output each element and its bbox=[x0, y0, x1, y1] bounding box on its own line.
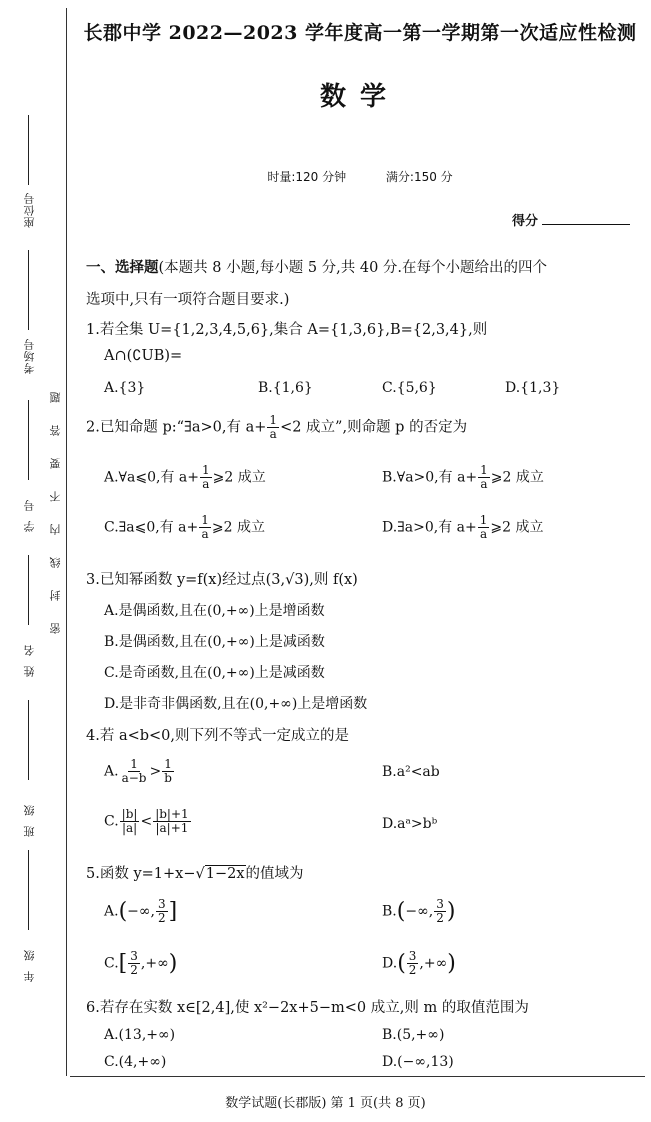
q6-option-a: A.(13,+∞) bbox=[104, 1027, 176, 1043]
name-line bbox=[28, 555, 29, 625]
q5a-lbracket: ( bbox=[118, 899, 128, 924]
q4c-label: C. bbox=[104, 813, 119, 830]
q5b-mid: −∞, bbox=[405, 903, 434, 920]
q2d-fraction bbox=[478, 514, 490, 541]
q2-fraction bbox=[267, 414, 279, 441]
frac-num: 1 bbox=[269, 413, 278, 427]
q2b-tail: ⩾2 成立 bbox=[490, 469, 544, 486]
q2c-tail: ⩾2 成立 bbox=[211, 519, 265, 536]
frac-num: 1 bbox=[164, 757, 172, 771]
q4-stem: 4.若 a<b<0,则下列不等式一定成立的是 bbox=[86, 728, 350, 744]
q2b-text: B.∀a>0,有 a+ bbox=[382, 469, 478, 486]
frac-den: a bbox=[202, 477, 210, 491]
name-label: 姓名 bbox=[23, 635, 36, 677]
q5d-frac bbox=[407, 950, 419, 977]
binding-rule bbox=[66, 8, 67, 1076]
q2-option-b bbox=[382, 464, 544, 491]
q5-stem-a: 5.函数 y=1+x− bbox=[86, 866, 196, 882]
q2-stem-a: 2.已知命题 p:“∃a>0,有 a+ bbox=[86, 419, 267, 436]
frac-den: |a| bbox=[121, 821, 138, 835]
q5-option-c bbox=[104, 950, 177, 977]
q4a-frac1 bbox=[120, 758, 149, 785]
q2a-text: A.∀a⩽0,有 a+ bbox=[104, 469, 199, 486]
student-number-label: 学号 bbox=[23, 490, 36, 532]
q4-option-a bbox=[104, 758, 175, 785]
exam-meta bbox=[80, 168, 640, 185]
score-blank[interactable] bbox=[542, 212, 630, 225]
grade-label: 年级 bbox=[23, 940, 36, 982]
q5b-rbracket: ) bbox=[446, 899, 456, 924]
frac-den: a bbox=[479, 527, 488, 541]
q5-stem: 5.函数 y=1+x−√1−2x的值域为 bbox=[86, 866, 304, 882]
frac-den: a bbox=[269, 427, 277, 441]
q2-option-a bbox=[104, 464, 266, 491]
section-heading bbox=[86, 256, 547, 277]
q3-option-d: D.是非奇非偶函数,且在(0,+∞)上是增函数 bbox=[104, 696, 368, 712]
frac-num: 3 bbox=[130, 949, 138, 963]
q1-option-a: A.{3} bbox=[104, 380, 146, 396]
q2c-fraction bbox=[199, 514, 211, 541]
section-intro: (本题共 8 小题,每小题 5 分,共 40 分.在每个小题给出的四个 bbox=[158, 260, 548, 276]
frac-den: b bbox=[164, 771, 172, 785]
frac-num: |b| bbox=[121, 807, 138, 821]
q2a-tail: ⩾2 成立 bbox=[212, 469, 266, 486]
q5-option-d bbox=[382, 950, 456, 977]
frac-num: 1 bbox=[201, 463, 210, 477]
q1-stem: 1.若全集 U={1,2,3,4,5,6},集合 A={1,3,6},B={2,3,4},则 bbox=[86, 322, 488, 338]
q4-option-c bbox=[104, 808, 192, 835]
q2c-text: C.∃a⩽0,有 a+ bbox=[104, 519, 199, 536]
q5b-frac bbox=[434, 898, 446, 925]
class-line bbox=[28, 700, 29, 780]
section-title: 一、选择题 bbox=[86, 260, 159, 276]
class-label: 班级 bbox=[23, 795, 36, 837]
q2-option-c bbox=[104, 514, 265, 541]
binding-margin bbox=[0, 0, 70, 1080]
q5a-rbracket: ] bbox=[168, 899, 178, 924]
q5a-frac bbox=[156, 898, 168, 925]
q2d-text: D.∃a>0,有 a+ bbox=[382, 519, 477, 536]
q5c-rbracket: ) bbox=[168, 951, 178, 976]
full-score: 满分:150 分 bbox=[385, 170, 453, 184]
q3-option-c: C.是奇函数,且在(0,+∞)上是减函数 bbox=[104, 665, 325, 681]
q5c-frac bbox=[128, 950, 140, 977]
frac-num: 3 bbox=[158, 897, 166, 911]
exam-title: 长郡中学 2022—2023 学年度高一第一学期第一次适应性检测 bbox=[83, 22, 637, 44]
q6-option-c: C.(4,+∞) bbox=[104, 1054, 167, 1070]
page-footer: 数学试题(长郡版) 第 1 页(共 8 页) bbox=[225, 1096, 426, 1111]
time-limit: 时量:120 分钟 bbox=[267, 170, 347, 184]
q1-stem-2: A∩(∁UB)= bbox=[104, 348, 183, 364]
q1-option-c: C.{5,6} bbox=[382, 380, 437, 396]
q4a-label: A. bbox=[104, 763, 119, 780]
seat-number-line bbox=[28, 115, 29, 185]
frac-den: a bbox=[480, 477, 488, 491]
q5b-lbracket: ( bbox=[396, 899, 406, 924]
q5-option-b bbox=[382, 898, 455, 925]
q5a-label: A. bbox=[104, 903, 119, 920]
q3-stem: 3.已知幂函数 y=f(x)经过点(3,√3),则 f(x) bbox=[86, 572, 358, 588]
frac-num: |b|+1 bbox=[155, 807, 189, 821]
q1-option-d: D.{1,3} bbox=[505, 380, 561, 396]
q3-option-a: A.是偶函数,且在(0,+∞)上是增函数 bbox=[104, 603, 325, 619]
frac-den: 2 bbox=[436, 911, 444, 925]
q4-option-d: D.aᵃ>bᵇ bbox=[382, 816, 438, 832]
q5-option-a bbox=[104, 898, 177, 925]
frac-num: 3 bbox=[408, 949, 417, 963]
bottom-rule bbox=[70, 1076, 645, 1077]
q6-option-b: B.(5,+∞) bbox=[382, 1027, 445, 1043]
q6-stem: 6.若存在实数 x∈[2,4],使 x²−2x+5−m<0 成立,则 m 的取值范围为 bbox=[86, 1000, 529, 1016]
q1-option-b: B.{1,6} bbox=[258, 380, 313, 396]
q5c-mid: ,+∞ bbox=[140, 955, 169, 972]
subject-title: 数学 bbox=[319, 82, 400, 112]
q5b-label: B. bbox=[382, 903, 397, 920]
q5d-lbracket: ( bbox=[397, 951, 406, 976]
q5d-rbracket: ) bbox=[447, 951, 456, 976]
q2b-fraction bbox=[478, 464, 490, 491]
q5d-label: D. bbox=[382, 955, 398, 972]
q5d-mid: ,+∞ bbox=[419, 955, 448, 972]
q5-stem-b: 的值域为 bbox=[245, 866, 304, 882]
frac-den: 2 bbox=[158, 911, 166, 925]
frac-num: 1 bbox=[479, 513, 488, 527]
score-box bbox=[512, 210, 630, 229]
q2-stem-b: <2 成立”,则命题 p 的否定为 bbox=[280, 419, 468, 436]
q2a-fraction bbox=[200, 464, 212, 491]
frac-den: a−b bbox=[121, 771, 147, 785]
seal-warning: 密封线内不要答题 bbox=[49, 370, 62, 634]
q5-root: 1−2x bbox=[205, 866, 245, 882]
seat-number-label: 座位号 bbox=[23, 192, 36, 228]
section-intro-2: 选项中,只有一项符合题目要求.) bbox=[86, 292, 290, 308]
q4a-rel: > bbox=[149, 763, 162, 780]
frac-den: 2 bbox=[130, 963, 138, 977]
q4c-frac2 bbox=[153, 808, 190, 835]
frac-num: 1 bbox=[480, 463, 488, 477]
frac-num: 1 bbox=[201, 513, 209, 527]
frac-den: a bbox=[201, 527, 209, 541]
q2d-tail: ⩾2 成立 bbox=[490, 519, 544, 536]
q4a-frac2 bbox=[162, 758, 174, 785]
exam-room-line bbox=[28, 250, 29, 330]
q4-option-b: B.a²<ab bbox=[382, 764, 440, 780]
q5c-lbracket: [ bbox=[118, 951, 128, 976]
student-number-line bbox=[28, 400, 29, 480]
q4c-rel: < bbox=[140, 813, 153, 830]
q2-stem bbox=[86, 414, 467, 441]
exam-room-label: 考场号 bbox=[23, 338, 36, 374]
score-label: 得分 bbox=[512, 214, 539, 229]
frac-num: 1 bbox=[130, 757, 138, 771]
grade-line bbox=[28, 850, 29, 930]
q5a-mid: −∞, bbox=[127, 903, 155, 920]
q3-option-b: B.是偶函数,且在(0,+∞)上是减函数 bbox=[104, 634, 325, 650]
frac-den: |a|+1 bbox=[155, 821, 189, 835]
q4c-frac1 bbox=[120, 808, 140, 835]
frac-den: 2 bbox=[408, 963, 417, 977]
q2-option-d bbox=[382, 514, 543, 541]
frac-num: 3 bbox=[436, 897, 444, 911]
q6-option-d: D.(−∞,13) bbox=[382, 1054, 454, 1070]
q5c-label: C. bbox=[104, 955, 119, 972]
